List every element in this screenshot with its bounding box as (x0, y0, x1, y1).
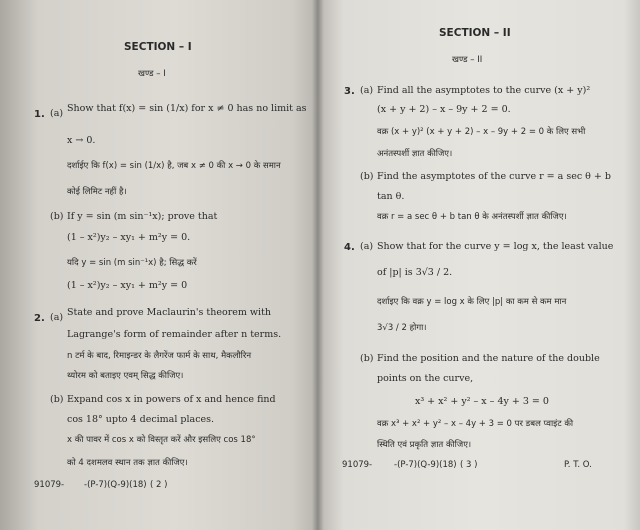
part-label: (b) (50, 211, 64, 222)
section-title: SECTION – II (439, 27, 511, 39)
question-text-hindi: स्थिति एवं प्रकृति ज्ञात कीजिए। (377, 440, 472, 450)
right-page (318, 0, 640, 530)
question-number: 3. (344, 86, 355, 97)
question-text: (1 – x²)y₂ – xy₁ + m²y = 0 (67, 280, 188, 291)
question-text-hindi: वक्र (x + y)² (x + y + 2) – x – 9y + 2 = 0 के लिए सभी (377, 127, 586, 137)
question-text: points on the curve, (377, 373, 474, 384)
question-text: (1 – x²)y₂ – xy₁ + m²y = 0. (67, 232, 191, 243)
question-text: Find the position and the nature of the double (377, 353, 600, 364)
question-text: tan θ. (377, 191, 405, 202)
part-label: (b) (50, 394, 64, 405)
part-label: (b) (360, 171, 374, 182)
left-page (0, 0, 318, 530)
question-text-hindi: कोई लिमिट नहीं है। (67, 187, 127, 197)
question-text-hindi: यदि y = sin (m sin⁻¹x) है; सिद्ध करें (67, 258, 197, 268)
question-text: State and prove Maclaurin's theorem with (67, 307, 271, 318)
section-title-hindi: खण्ड – I (138, 69, 166, 79)
question-text: Expand cos x in powers of x and hence find (67, 394, 276, 405)
question-text-hindi: 3√3 / 2 होगा। (377, 323, 427, 333)
question-text-hindi: अनंतस्पर्शी ज्ञात कीजिए। (377, 149, 453, 159)
question-text: x → 0. (67, 135, 96, 146)
part-label: (a) (360, 241, 374, 252)
pto-label: P. T. O. (564, 460, 592, 470)
section-title-hindi: खण्ड – II (452, 55, 483, 65)
question-text-hindi: को 4 दशमलव स्थान तक ज्ञात कीजिए। (67, 458, 188, 468)
footer-code: 91079- (34, 480, 65, 490)
part-label: (a) (360, 85, 374, 96)
page-number: ( 3 ) (460, 460, 478, 470)
question-text-hindi: थ्योरम को बताइए एवम् सिद्ध कीजिए। (67, 371, 184, 381)
footer-paper-code: -(P-7)(Q-9)(18) (394, 460, 457, 470)
question-text-hindi: वक्र r = a sec θ + b tan θ के अनंतस्पर्शी ज्ञात कीजिए। (377, 212, 567, 222)
question-text-hindi: x की पावर में cos x को विस्तृत करें और इसलिए cos 18° (67, 435, 256, 445)
question-number: 1. (34, 109, 45, 120)
section-title: SECTION – I (124, 41, 192, 53)
question-text: Show that for the curve y = log x, the least value (377, 241, 614, 252)
question-text: Find the asymptotes of the curve r = a sec θ + b (377, 171, 611, 182)
equation: x³ + x² + y² – x – 4y + 3 = 0 (415, 396, 549, 407)
question-number: 2. (34, 313, 45, 324)
question-text: cos 18° upto 4 decimal places. (67, 414, 215, 425)
question-text: Show that f(x) = sin (1/x) for x ≠ 0 has no limit as (67, 103, 307, 114)
question-text-hindi: दर्शाईए कि f(x) = sin (1/x) है, जब x ≠ 0 की x → 0 के समान (67, 161, 281, 171)
question-text-hindi: वक्र x³ + x² + y² – x – 4y + 3 = 0 पर डबल प्वाइंट की (377, 419, 574, 429)
part-label: (a) (50, 312, 64, 323)
question-text: (x + y + 2) – x – 9y + 2 = 0. (377, 104, 511, 115)
question-number: 4. (344, 242, 355, 253)
question-text-hindi: n टर्म के बाद, रिमाइन्डर के लैगरेंज फार्म के साथ, मैकलौरिन (67, 351, 252, 361)
footer-paper-code: -(P-7)(Q-9)(18) (84, 480, 147, 490)
page-number: ( 2 ) (150, 480, 168, 490)
question-text: Find all the asymptotes to the curve (x + y)² (377, 85, 591, 96)
book-gutter (312, 0, 324, 530)
part-label: (a) (50, 108, 64, 119)
question-text-hindi: दर्शाइए कि वक्र y = log x के लिए |p| का कम से कम मान (377, 297, 567, 307)
question-text: Lagrange's form of remainder after n terms. (67, 329, 282, 340)
question-text: of |p| is 3√3 / 2. (377, 267, 453, 278)
part-label: (b) (360, 353, 374, 364)
footer-code: 91079- (342, 460, 373, 470)
question-text: If y = sin (m sin⁻¹x); prove that (67, 211, 218, 222)
